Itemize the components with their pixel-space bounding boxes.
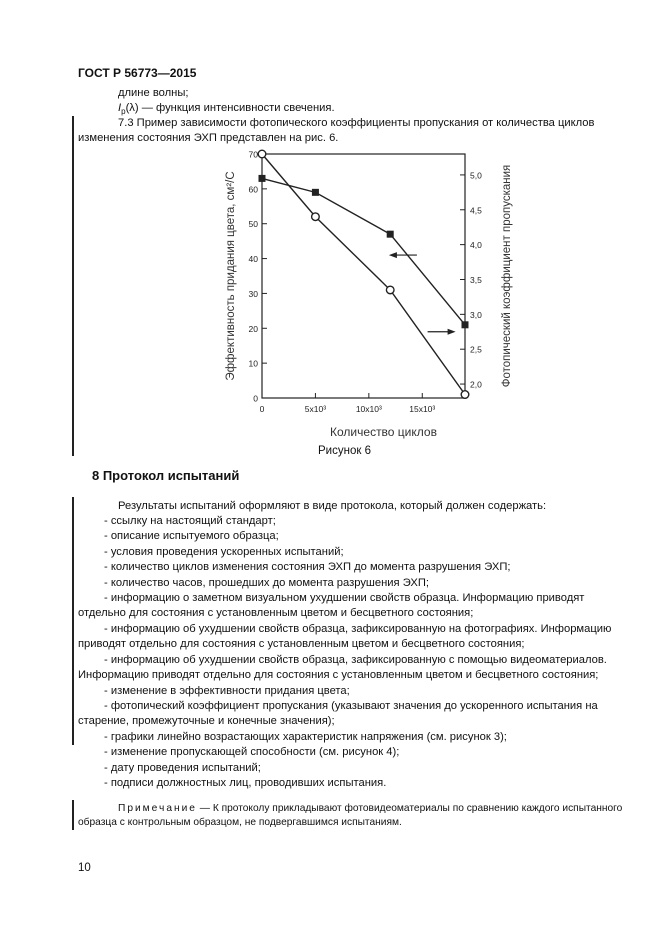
x-tick-label: 5x10³	[304, 404, 327, 414]
change-bar	[72, 116, 74, 456]
circle-data-point	[386, 286, 394, 294]
list-item-continuation: отдельно для состояния с установленным цветом и бесцветного состояния;	[78, 607, 474, 619]
circle-data-point	[312, 213, 320, 221]
list-item-continuation: старение, промежуточные и конечные значения);	[78, 715, 335, 727]
list-item-continuation: Информацию приводят отдельно для состояния с установленным цветом и бесцветного состояния;	[78, 669, 599, 681]
y-right-tick-label: 5,0	[470, 170, 482, 181]
note-label: Примечание	[118, 803, 197, 814]
y-left-tick-label: 70	[248, 149, 258, 160]
note-line-2: образца с контрольным образцом, не подвергавшимся испытаниям.	[78, 817, 402, 828]
y-right-tick-label: 2,5	[470, 344, 482, 355]
list-item: - изменение в эффективности придания цвета;	[104, 685, 350, 697]
y-right-axis-label: Фотопический коэффициент пропускания	[501, 164, 513, 388]
figure-6-chart	[212, 146, 532, 446]
y-left-tick-label: 30	[248, 288, 258, 299]
y-left-tick-label: 0	[253, 393, 258, 404]
square-data-point	[387, 231, 394, 238]
page-number: 10	[78, 862, 91, 874]
circle-data-point	[258, 150, 266, 158]
y-right-tick-label: 4,5	[470, 205, 482, 216]
y-right-tick-label: 3,0	[470, 309, 482, 320]
x-axis-label: Количество циклов	[330, 425, 437, 439]
list-item: - информацию об ухудшении свойств образца, зафиксированную на фотографиях. Информацию	[104, 623, 612, 635]
list-item: - изменение пропускающей способности (см. рисунок 4);	[104, 746, 400, 758]
y-right-tick-label: 4,0	[470, 240, 482, 251]
y-left-tick-label: 40	[248, 254, 258, 265]
figure-caption: Рисунок 6	[318, 445, 371, 457]
y-right-tick-label: 3,5	[470, 274, 482, 285]
section-8-title: 8 Протокол испытаний	[92, 468, 240, 483]
square-data-point	[462, 321, 469, 328]
list-item: - информацию о заметном визуальном ухудшении свойств образца. Информацию приводят	[104, 592, 585, 604]
y-left-tick-label: 20	[248, 323, 258, 334]
list-item: - описание испытуемого образца;	[104, 530, 279, 542]
change-bar-note	[72, 800, 74, 830]
list-item: - количество циклов изменения состояния ЭХП до момента разрушения ЭХП;	[104, 561, 511, 573]
square-data-point	[259, 175, 266, 182]
list-item: - графики линейно возрастающих характеристик напряжения (см. рисунок 3);	[104, 731, 507, 743]
arrow-left-head	[389, 252, 397, 258]
note-line-1	[118, 802, 622, 816]
y-left-tick-label: 50	[248, 219, 258, 230]
list-item: - фотопический коэффициент пропускания (указывают значения до ускоренного испытания на	[104, 700, 598, 712]
intensity-definition: (λ) — функция интенсивности свечения.	[125, 102, 335, 114]
list-item: - подписи должностных лиц, проводивших испытания.	[104, 777, 387, 789]
y-left-tick-label: 60	[248, 184, 258, 195]
definition-line-1: длине волны;	[118, 87, 189, 99]
note-text-1: — К протоколу прикладывают фотовидеоматериалы по сравнению каждого испытанного	[196, 803, 623, 814]
x-tick-label: 15x10³	[409, 404, 436, 414]
y-left-axis-label: Эффективность придания цвета, см²/С	[225, 171, 237, 381]
list-item-continuation: приводят отдельно для состояния с установленным цветом и бесцветного состояния;	[78, 638, 525, 650]
section-7-3-line-2: изменения состояния ЭХП представлен на рис. 6.	[78, 132, 339, 144]
list-item: - условия проведения ускоренных испытаний;	[104, 546, 344, 558]
y-right-tick-label: 2,0	[470, 379, 482, 390]
square-series-line	[262, 178, 465, 324]
change-bar-section-8	[72, 497, 74, 745]
y-left-tick-label: 10	[248, 358, 258, 369]
list-item: - дату проведения испытаний;	[104, 762, 261, 774]
document-id: ГОСТ Р 56773—2015	[78, 66, 197, 80]
circle-series-line	[262, 154, 465, 395]
x-tick-label: 10x10³	[355, 404, 382, 414]
section-8-intro: Результаты испытаний оформляют в виде протокола, который должен содержать:	[118, 500, 547, 512]
list-item: - количество часов, прошедших до момента разрушения ЭХП;	[104, 577, 429, 589]
list-item: - информацию об ухудшении свойств образца, зафиксированную с помощью видеоматериалов.	[104, 654, 607, 666]
circle-data-point	[461, 391, 469, 399]
intensity-symbol: I	[118, 102, 122, 114]
arrow-right-head	[448, 329, 456, 335]
square-data-point	[312, 189, 319, 196]
intensity-subscript: p	[121, 107, 126, 117]
list-item: - ссылку на настоящий стандарт;	[104, 515, 276, 527]
section-7-3-line-1: 7.3 Пример зависимости фотопического коэффициенты пропускания от количества циклов	[118, 117, 595, 129]
x-tick-label: 0	[259, 404, 265, 414]
